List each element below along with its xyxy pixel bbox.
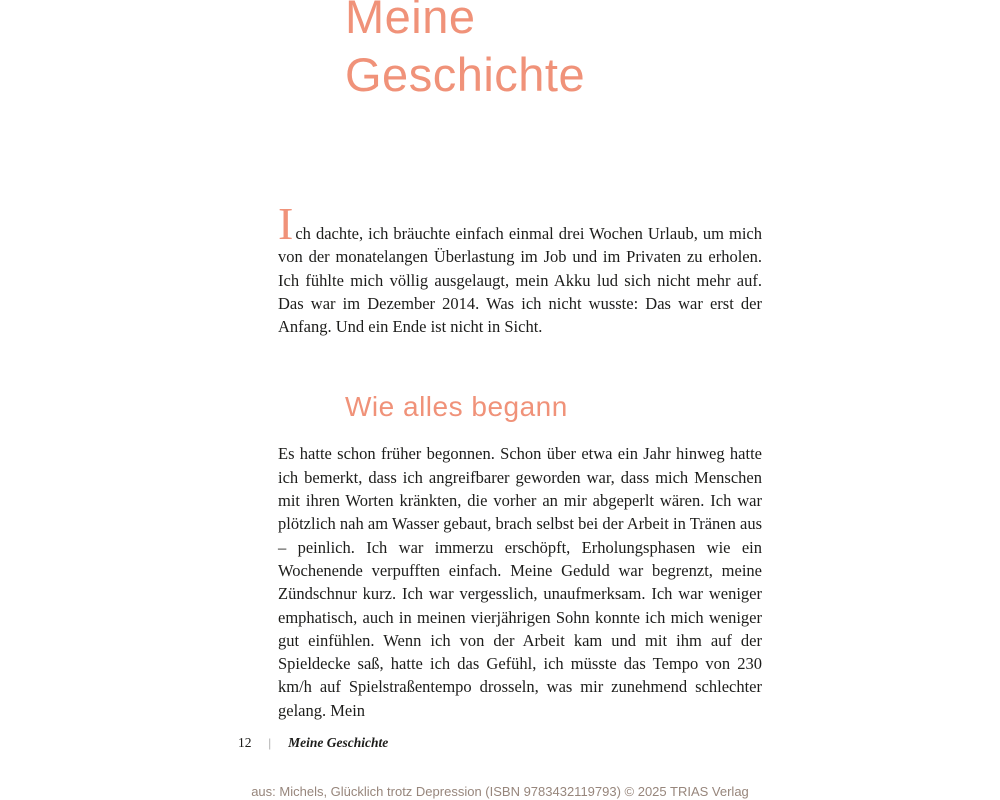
chapter-title-line2: Geschichte	[345, 48, 586, 101]
page-footer	[238, 734, 388, 752]
body-paragraph: Es hatte schon früher begonnen. Schon über etwa ein Jahr hinweg hatte ich bemerkt, dass ich angreifbarer geworden war, dass mich Menschen mit ihren Worten kränkten, die vorher an mir abgeperlt wären. Ich war plötzlich nah am Wasser gebaut, brach selbst bei der Arbeit in Tränen aus – peinlich. Ich war immerzu erschöpft, Erholungsphasen wie ein Wochenende verpufften einfach. Meine Geduld war begrenzt, meine Zündschnur kurz. Ich war vergesslich, unaufmerksam. Ich war weniger emphatisch, auch in meinen vierjährigen Sohn konnte ich mich weniger gut einfühlen. Wenn ich von der Arbeit kam und mit ihm auf der Spieldecke saß, hatte ich das Gefühl, ich müsste das Tempo von 230 km/h auf Spielstraßentempo drosseln, was mir zunehmend schlechter gelang. Mein	[278, 444, 762, 720]
running-title: Meine Geschichte	[288, 735, 389, 750]
intro-paragraph	[278, 198, 762, 338]
intro-text: ch dachte, ich bräuchte einfach einmal drei Wochen Urlaub, um mich von der monatelangen Überlastung im Job und im Privaten zu erholen. Ich fühlte mich völlig ausgelaugt, mein Akku lud sich nicht mehr auf. Das war im Dezember 2014. Was ich nicht wusste: Das war erst der Anfang. Und ein Ende ist nicht in Sicht.	[278, 224, 762, 337]
chapter-title-line1: Meine	[345, 0, 476, 43]
page-content	[278, 198, 762, 722]
page-number: 12	[238, 735, 252, 750]
chapter-title	[345, 0, 585, 104]
dropcap-initial: I	[278, 198, 294, 249]
copyright-credit: aus: Michels, Glücklich trotz Depression (ISBN 9783432119793) © 2025 TRIAS Verlag	[251, 784, 749, 799]
footer-separator: |	[268, 735, 272, 750]
section-heading: Wie alles begann	[345, 391, 568, 423]
